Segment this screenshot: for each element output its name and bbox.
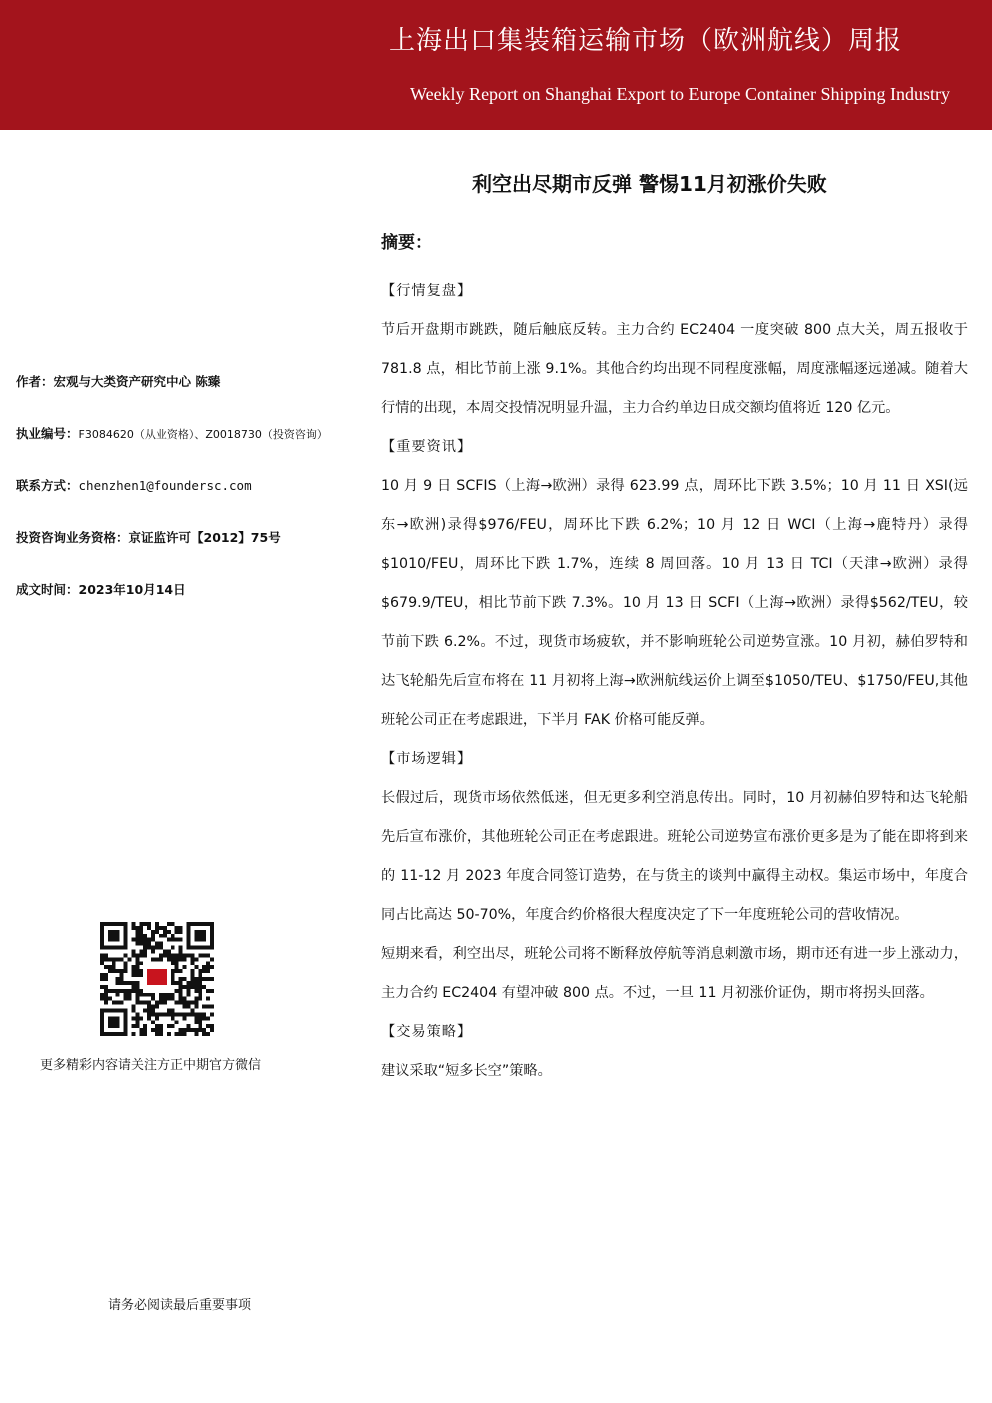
summary-label: 摘要： — [381, 233, 432, 253]
license-row — [16, 424, 361, 476]
contact-row — [16, 476, 361, 528]
contact-label: 联系方式： — [16, 478, 79, 493]
wechat-qr-code — [100, 922, 214, 1036]
qr-caption: 更多精彩内容请关注方正中期官方微信 — [40, 1058, 262, 1073]
author-label: 作者： — [16, 374, 54, 389]
qualification-row — [16, 528, 361, 580]
section-heading-market-logic: 【市场逻辑】 — [381, 751, 473, 767]
section-paragraph: 长假过后，现货市场依然低迷，但无更多利空消息传出。同时，10 月初赫伯罗特和达飞轮船先后宣布涨价，其他班轮公司正在考虑跟进。班轮公司逆势宣布涨价更多是为了能在即将到来的 11-12 月 2023 年度合同签订造势，在与货主的谈判中赢得主动权。集运市场中，年度合同占比高达 50-70%，年度合约价格很大程度决定了下一年度班轮公司的营收情况。 — [381, 790, 968, 923]
section-heading-key-news: 【重要资讯】 — [381, 439, 473, 455]
date-value: 2023年10月14日 — [78, 582, 186, 597]
section-paragraph: 短期来看，利空出尽，班轮公司将不断释放停航等消息刺激市场，期市还有进一步上涨动力，主力合约 EC2404 有望冲破 800 点。不过，一旦 11 月初涨价证伪，期市将拐头回落。 — [381, 946, 968, 1001]
date-row — [16, 580, 361, 632]
report-series-title-zh: 上海出口集装箱运输市场（欧洲航线）周报 — [388, 26, 902, 56]
report-title: 利空出尽期市反弹 警惕11月初涨价失败 — [472, 172, 827, 196]
license-label: 执业编号： — [16, 426, 79, 441]
section-paragraph: 建议采取“短多长空”策略。 — [381, 1063, 552, 1079]
qualification-value: 京证监许可【2012】75号 — [128, 530, 281, 545]
author-info-sidebar — [16, 372, 361, 632]
report-header-band — [0, 0, 992, 130]
section-paragraph: 10 月 9 日 SCFIS（上海→欧洲）录得 623.99 点，周环比下跌 3.5%；10 月 11 日 XSI(远东→欧洲)录得$976/FEU，周环比下跌 6.2%；10 月 12 日 WCI（上海→鹿特丹）录得$1010/FEU，周环比下跌 1.7%，连续 8 周回落。10 月 13 日 TCI（天津→欧洲）录得$679.9/TEU，相比节前下跌 7.3%。10 月 13 日 SCFI（上海→欧洲）录得$562/TEU，较节前下跌 6.2%。不过，现货市场疲软，并不影响班轮公司逆势宣涨。10 月初，赫伯罗特和达飞轮船先后宣布将在 11 月初将上海→欧洲航线运价上调至$1050/TEU、$1750/FEU,其他班轮公司正在考虑跟进，下半月 FAK 价格可能反弹。 — [381, 478, 968, 728]
section-heading-market-review: 【行情复盘】 — [381, 283, 473, 299]
section-heading-trading-strategy: 【交易策略】 — [381, 1024, 473, 1040]
summary-content — [381, 272, 968, 1091]
disclaimer-note: 请务必阅读最后重要事项 — [108, 1298, 252, 1313]
contact-email[interactable]: chenzhen1@foundersc.com — [78, 478, 252, 493]
author-row — [16, 372, 361, 424]
qualification-label: 投资咨询业务资格： — [16, 530, 129, 545]
author-value: 宏观与大类资产研究中心 陈臻 — [53, 374, 221, 389]
date-label: 成文时间： — [16, 582, 79, 597]
founder-logo-icon — [147, 969, 167, 985]
section-paragraph: 节后开盘期市跳跌，随后触底反转。主力合约 EC2404 一度突破 800 点大关，周五报收于 781.8 点，相比节前上涨 9.1%。其他合约均出现不同程度涨幅，周度涨幅逐远递减。随着大行情的出现，本周交投情况明显升温，主力合约单边日成交额均值将近 120 亿元。 — [381, 322, 968, 416]
license-value: F3084620（从业资格）、Z0018730（投资咨询） — [78, 428, 328, 441]
report-series-title-en: Weekly Report on Shanghai Export to Europe Container Shipping Industry — [410, 84, 950, 104]
